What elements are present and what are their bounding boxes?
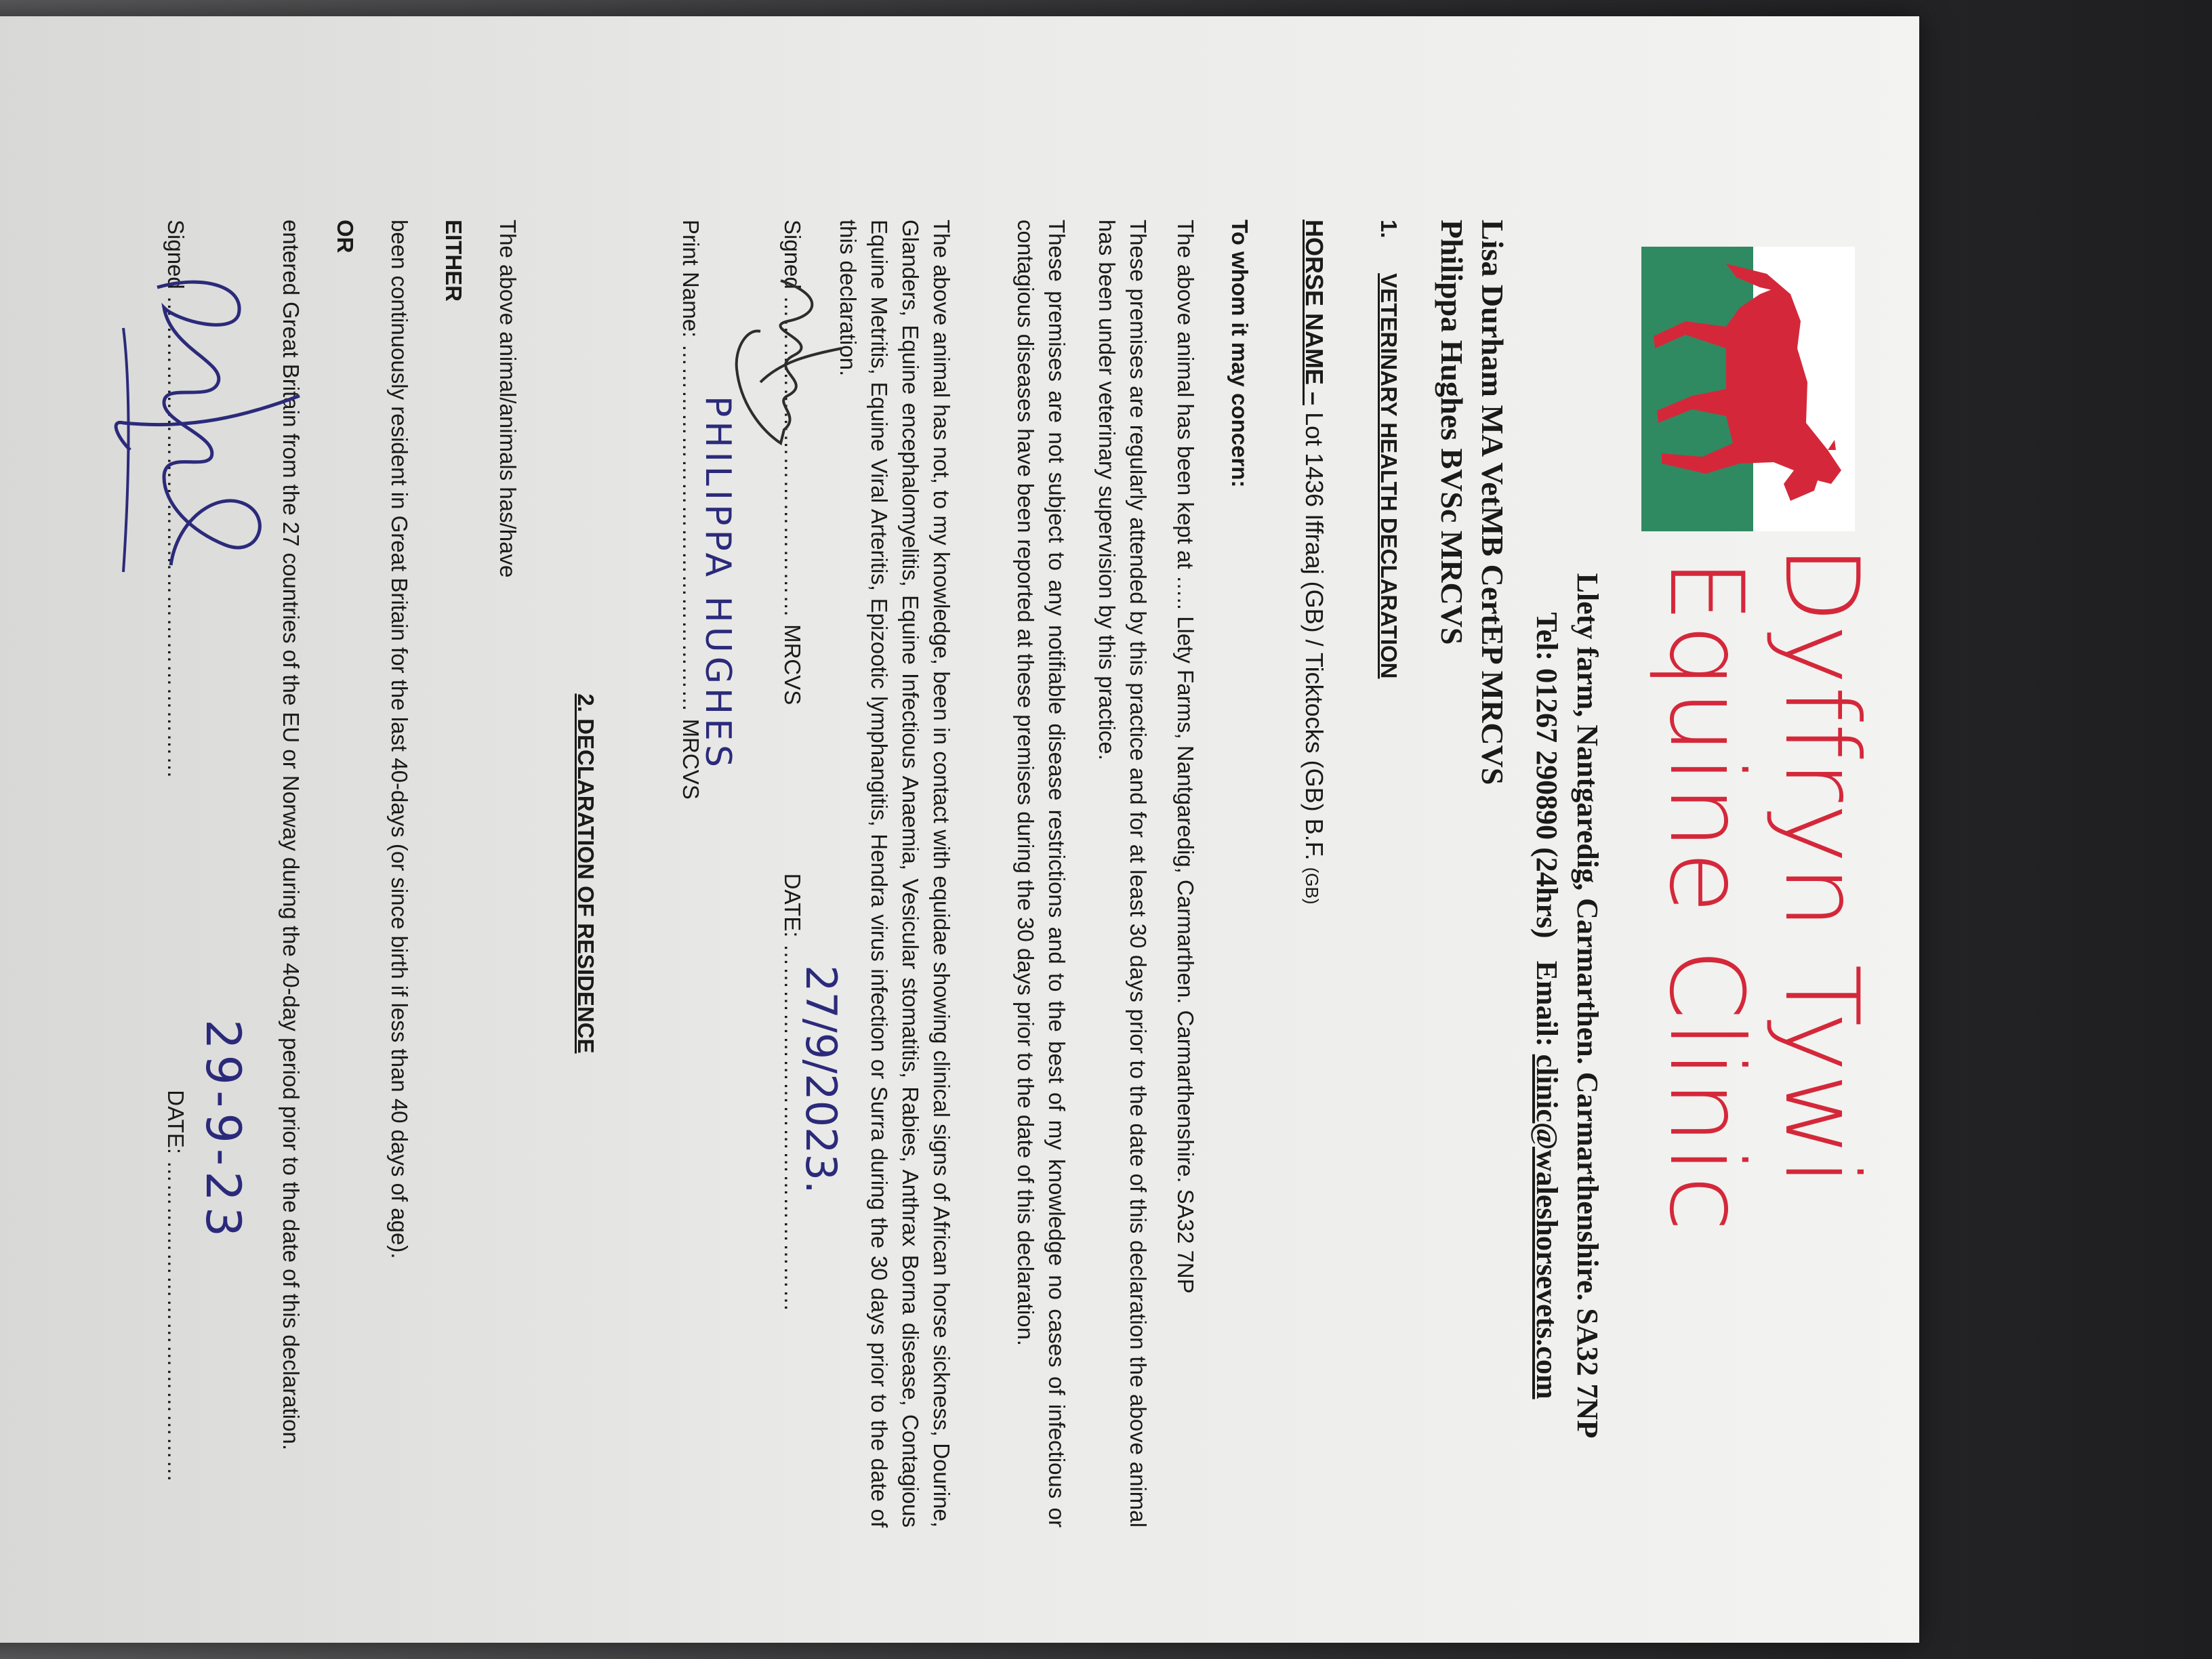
horse-name-row bbox=[1296, 220, 1330, 905]
date-line: ………………………………………… bbox=[780, 943, 805, 1313]
either-label: EITHER bbox=[441, 220, 466, 302]
vet-names bbox=[1431, 220, 1513, 1236]
vet-name: Philippa Hughes BVSc MRCVS bbox=[1435, 220, 1469, 645]
clinic-name-line2: Equine Clinic bbox=[1647, 558, 1765, 1233]
horse-name-value: Lot 1436 Iffraaj (GB) / Ticktocks (GB) B.F. bbox=[1300, 412, 1328, 861]
or-label: OR bbox=[333, 220, 358, 253]
clinic-name-line1: Dyffryn Tywi bbox=[1762, 545, 1880, 1188]
section1-number: 1. bbox=[1376, 220, 1401, 239]
section1-date-handwritten: 27/9/2023. bbox=[796, 965, 846, 1194]
tel-line: Tel: 01267 290890 (24hrs) bbox=[1530, 612, 1563, 939]
vet-name: Lisa Durham MA VetMB CertEP MRCVS bbox=[1475, 220, 1510, 785]
clinic-address bbox=[1526, 396, 1607, 1616]
section1-heading bbox=[1373, 220, 1404, 678]
not-subject-paragraph: These premises are not subject to any notifiable disease restrictions and to the best of my knowledge no cases of infectious or contagious diseases have been reported at these premises during the 30 days prior to the date of this declaration. bbox=[1013, 220, 1069, 1528]
mrcvs-label: MRCVS bbox=[780, 624, 805, 705]
section2-date-line: …………………………………… bbox=[163, 1160, 188, 1483]
salutation: To whom it may concern: bbox=[1227, 220, 1252, 488]
section1-signature bbox=[726, 267, 862, 484]
residence-option2: entered Great Britain from the 27 countries of the EU or Norway during the 40-day period prior to the date of this declaration. bbox=[279, 220, 304, 1450]
residence-intro: The above animal/animals has/have bbox=[495, 220, 520, 578]
address-line: Llety farm, Nantgaredig, Carmarthen. Carmarthenshire. SA32 7NP bbox=[1571, 573, 1604, 1439]
residence-option1: been continuously resident in Great Britain for the last 40-days (or since birth if less than 40 days of age). bbox=[387, 220, 412, 1259]
print-name-handwritten: PHILIPPA HUGHES bbox=[697, 396, 738, 772]
clinic-name bbox=[1648, 545, 1879, 1561]
section2-signature bbox=[110, 247, 327, 599]
horse-icon bbox=[1641, 247, 1855, 531]
print-name-mrcvs: MRCVS bbox=[678, 718, 703, 800]
print-name-line: ………………………………………… bbox=[678, 344, 703, 713]
not-in-contact-paragraph: The above animal has not, to my knowledge, been in contact with equidae showing clinical signs of African horse sickness, Dourine, Glanders, Equine encephalomyelitis, Equine Infectious Anaemia, Vesicular stomatitis, Rabies, Anthrax Borna disease, Contagious Equine Metritis, Equine Viral Arteritis, Epizootic lymphangitis, Hendra virus infection or Surra during the 30 days prior to the date of this declaration. bbox=[836, 220, 954, 1528]
contact-line bbox=[1526, 396, 1567, 1616]
signature-line: …………………………………… bbox=[780, 295, 805, 618]
signed-label: Signed bbox=[780, 220, 805, 289]
horse-name-suffix: (GB) bbox=[1302, 867, 1322, 905]
email-link[interactable]: clinic@waleshorsevets.com bbox=[1530, 1054, 1563, 1399]
section2-title: 2. DECLARATION OF RESIDENCE bbox=[573, 693, 598, 1054]
section2-date-label: DATE: bbox=[163, 1090, 188, 1155]
section2-date-handwritten: 29-9-23 bbox=[195, 1019, 251, 1243]
date-label: DATE: bbox=[780, 873, 805, 938]
section2-heading bbox=[570, 220, 601, 1528]
attended-paragraph: These premises are regularly attended by this practice and for at least 30 days prior to the date of this declaration the above animal has been under veterinary supervision by this practice. bbox=[1094, 220, 1151, 1528]
print-name-label: Print Name: bbox=[678, 220, 703, 338]
section2-signature-line: ……………………………………………………… bbox=[163, 295, 188, 779]
email-label: Email: bbox=[1530, 960, 1563, 1047]
declaration-document bbox=[0, 16, 1919, 1643]
section1-title: VETERINARY HEALTH DECLARATION bbox=[1376, 273, 1401, 679]
horse-name-label: HORSE NAME – bbox=[1300, 220, 1328, 406]
section2-signed-label: Signed bbox=[163, 220, 188, 289]
kept-at-paragraph: The above animal has been kept at ….. Llety Farms, Nantgaredig, Carmarthen. Carmarthenshire. SA32 7NP bbox=[1173, 220, 1198, 1294]
